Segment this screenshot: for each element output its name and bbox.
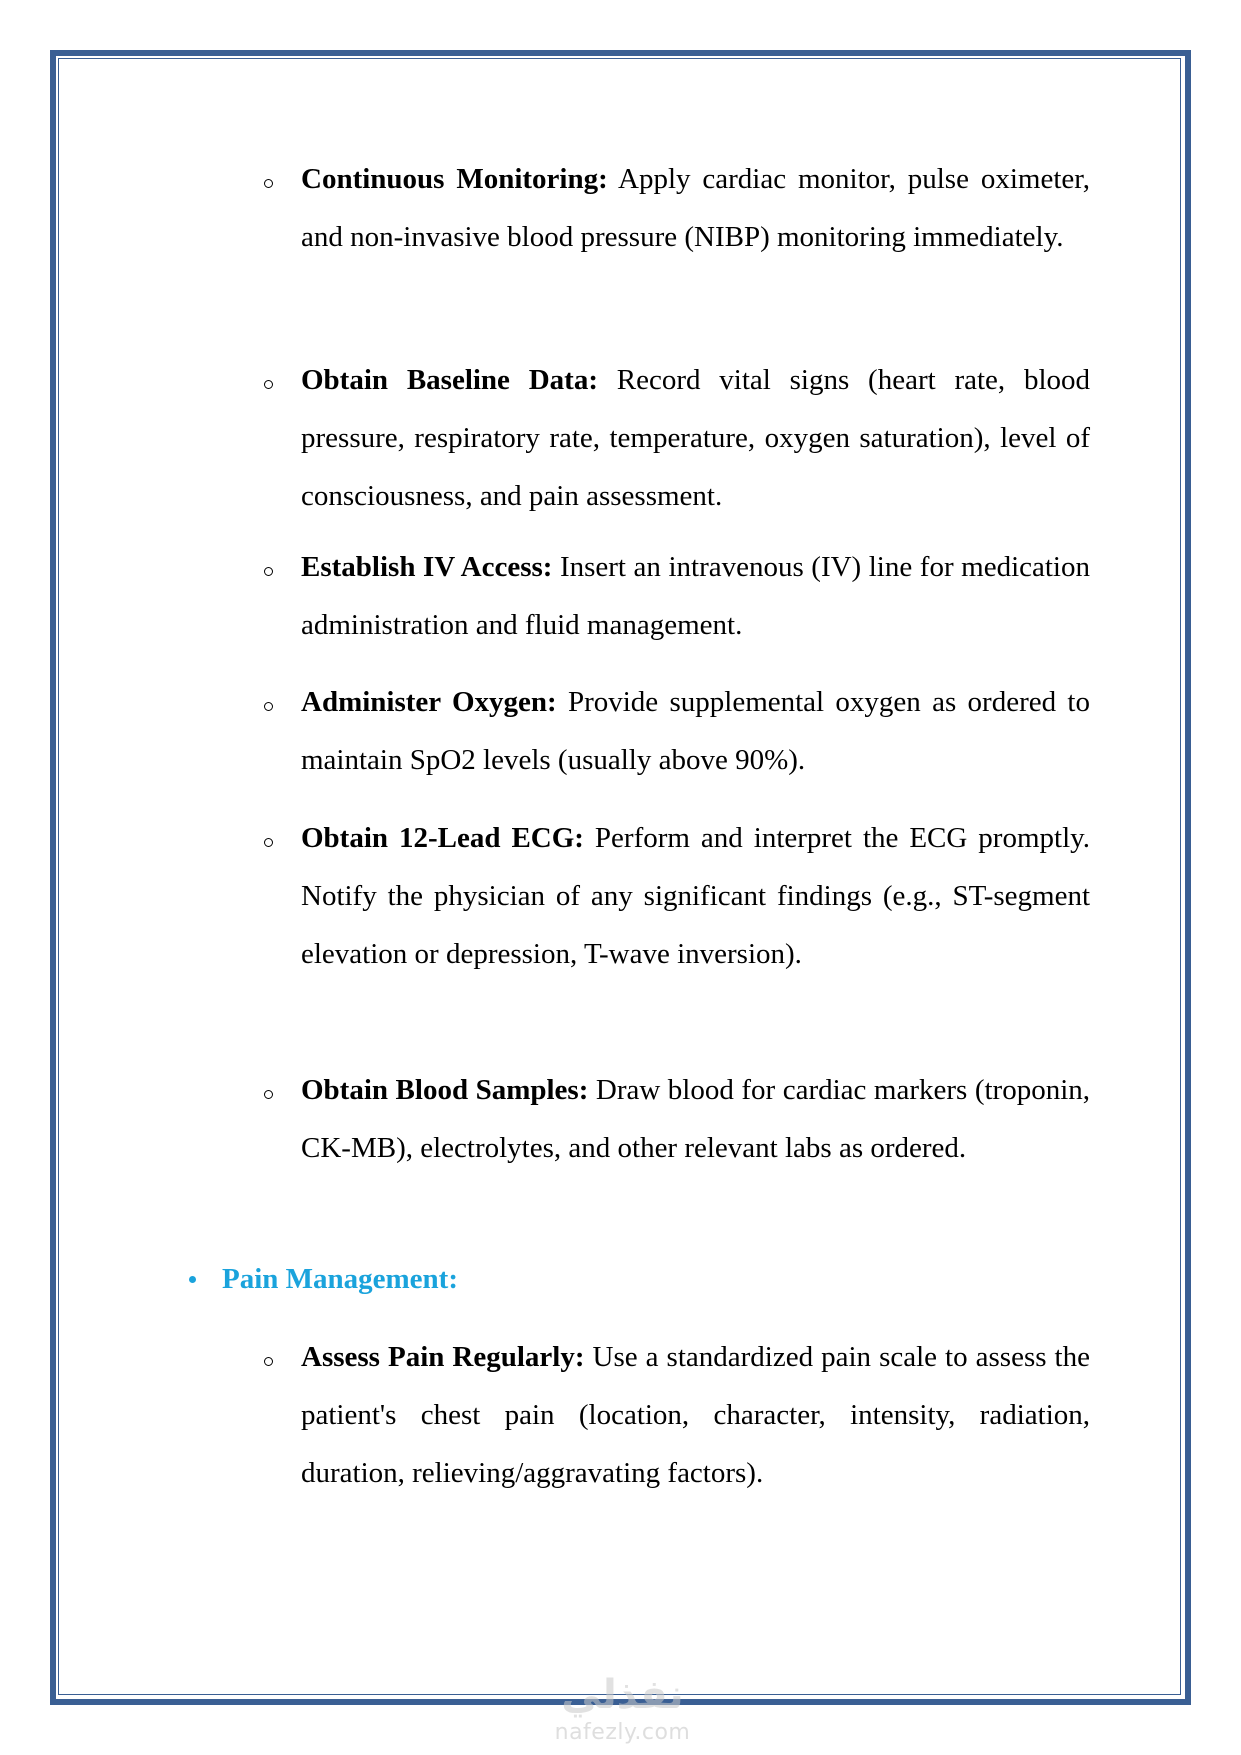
list-item-12-lead-ecg <box>301 809 1090 983</box>
item-label: Obtain Baseline Data: <box>301 364 598 396</box>
hollow-circle-bullet-icon <box>264 351 276 409</box>
item-label: Obtain 12-Lead ECG: <box>301 822 584 854</box>
section-heading-pain-management <box>222 1250 458 1308</box>
hollow-circle-bullet-icon <box>264 809 276 867</box>
hollow-circle-bullet-icon <box>264 673 276 731</box>
item-text: Record vital signs (heart rate, blood pressure, respiratory rate, temperature, oxygen saturation), level of consciousness, and pain assessment. <box>301 364 1091 512</box>
item-label: Administer Oxygen: <box>301 686 557 718</box>
list-item-iv-access <box>301 538 1090 654</box>
hollow-circle-bullet-icon <box>264 150 276 208</box>
item-text: Insert an intravenous (IV) line for medication administration and fluid management. <box>301 551 1090 641</box>
list-item-baseline-data <box>301 351 1090 525</box>
list-item-blood-samples <box>301 1061 1090 1177</box>
list-item-administer-oxygen <box>301 673 1090 789</box>
list-item-assess-pain <box>301 1328 1090 1502</box>
item-text: Draw blood for cardiac markers (troponin, CK-MB), electrolytes, and other relevant labs as ordered. <box>301 1074 1090 1164</box>
item-label: Establish IV Access: <box>301 551 553 583</box>
watermark-url: nafezly.com <box>554 1720 691 1745</box>
item-text: Apply cardiac monitor, pulse oximeter, and non-invasive blood pressure (NIBP) monitoring immediately. <box>301 163 1090 253</box>
section-heading-text: Pain Management: <box>222 1263 458 1295</box>
item-label: Assess Pain Regularly: <box>301 1341 585 1373</box>
hollow-circle-bullet-icon <box>264 1061 276 1119</box>
item-text: Use a standardized pain scale to assess the patient's chest pain (location, character, intensity, radiation, duration, relieving/aggravating factors). <box>301 1341 1090 1489</box>
hollow-circle-bullet-icon <box>264 1328 276 1386</box>
filled-dot-bullet-icon <box>189 1276 196 1283</box>
item-label: Obtain Blood Samples: <box>301 1074 589 1106</box>
item-text: Perform and interpret the ECG promptly. Notify the physician of any significant findings (e.g., ST-segment elevation or depression, T-wave inversion). <box>301 822 1090 970</box>
item-text: Provide supplemental oxygen as ordered to maintain SpO2 levels (usually above 90%). <box>301 686 1090 776</box>
hollow-circle-bullet-icon <box>264 538 276 596</box>
watermark-logo: نفذلي <box>561 1672 684 1718</box>
list-item-continuous-monitoring <box>301 150 1090 266</box>
item-label: Continuous Monitoring: <box>301 163 608 195</box>
